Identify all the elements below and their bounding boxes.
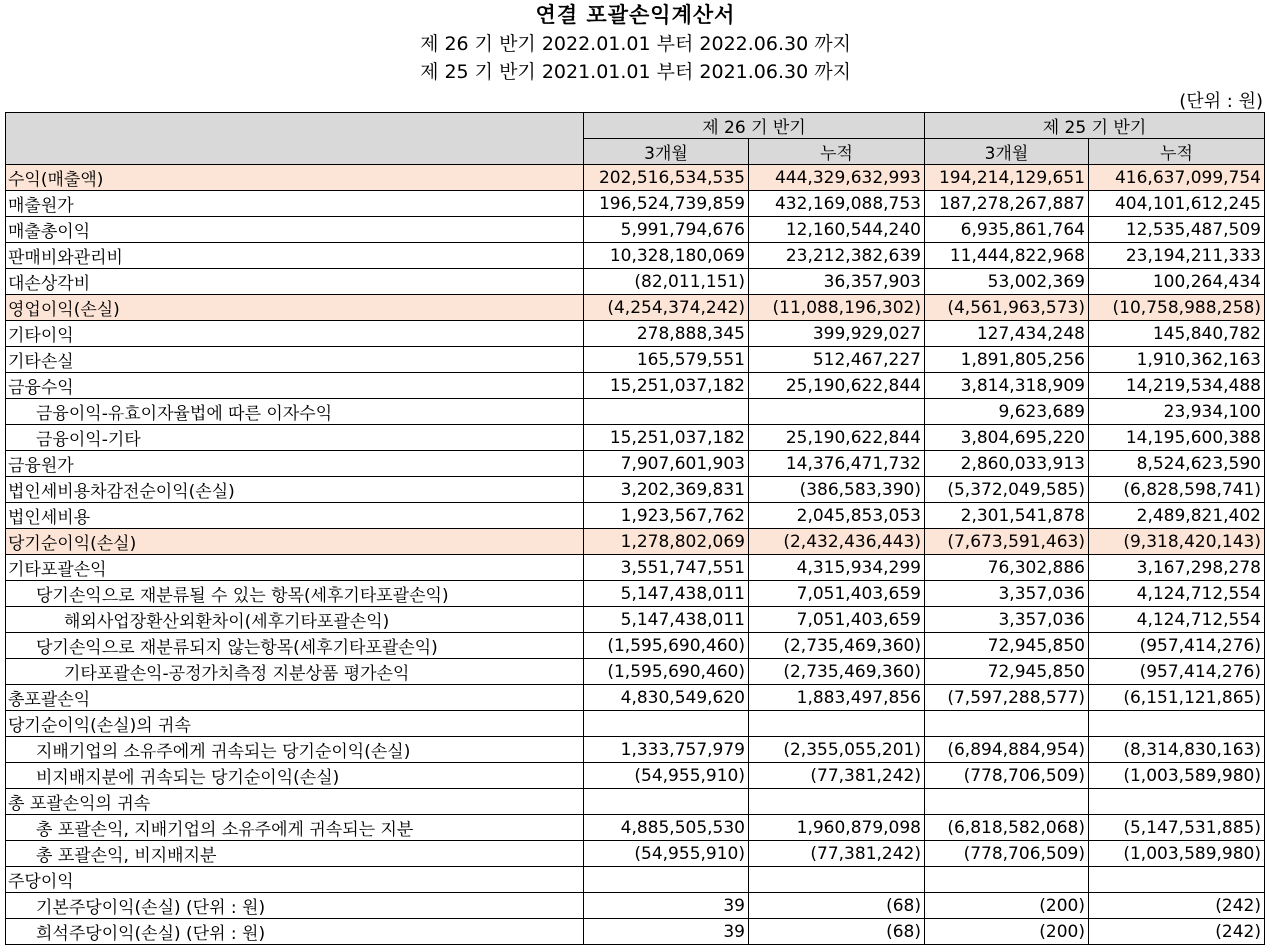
table-row: [6, 373, 1265, 399]
value-26-cumulative: (77,381,242): [749, 763, 925, 789]
row-label: 희석주당이익(손실) (단위 : 원): [6, 919, 584, 945]
value-25-cumulative: (1,003,589,980): [1089, 841, 1265, 867]
value-25-cumulative: (10,758,988,258): [1089, 295, 1265, 321]
value-26-quarter: (1,595,690,460): [584, 659, 749, 685]
value-25-quarter: 11,444,822,968: [925, 243, 1089, 269]
value-25-cumulative: [1089, 867, 1265, 893]
value-25-quarter: 194,214,129,651: [925, 165, 1089, 191]
value-25-quarter: (7,673,591,463): [925, 529, 1089, 555]
value-26-cumulative: (2,735,469,360): [749, 659, 925, 685]
value-26-quarter: 1,923,567,762: [584, 503, 749, 529]
value-25-quarter: (7,597,288,577): [925, 685, 1089, 711]
value-26-quarter: 165,579,551: [584, 347, 749, 373]
value-26-cumulative: (68): [749, 893, 925, 919]
value-26-cumulative: [749, 711, 925, 737]
table-row: [6, 919, 1265, 945]
row-label: 당기순이익(손실): [6, 529, 584, 555]
value-26-quarter: 39: [584, 893, 749, 919]
value-26-quarter: (54,955,910): [584, 763, 749, 789]
value-25-cumulative: 4,124,712,554: [1089, 607, 1265, 633]
value-26-cumulative: 2,045,853,053: [749, 503, 925, 529]
header-26-cumulative: 누적: [749, 139, 925, 165]
value-25-cumulative: 23,194,211,333: [1089, 243, 1265, 269]
table-row: [6, 893, 1265, 919]
value-25-quarter: (6,894,884,954): [925, 737, 1089, 763]
table-row: [6, 451, 1265, 477]
value-26-quarter: (82,011,151): [584, 269, 749, 295]
value-26-quarter: 39: [584, 919, 749, 945]
table-row: [6, 841, 1265, 867]
report-header: [0, 0, 1271, 86]
table-row: [6, 295, 1265, 321]
header-25-quarter: 3개월: [925, 139, 1089, 165]
row-label: 매출총이익: [6, 217, 584, 243]
table-row: [6, 763, 1265, 789]
value-25-cumulative: (9,318,420,143): [1089, 529, 1265, 555]
row-label: 당기순이익(손실)의 귀속: [6, 711, 584, 737]
value-25-quarter: 127,434,248: [925, 321, 1089, 347]
value-25-cumulative: (957,414,276): [1089, 633, 1265, 659]
value-25-cumulative: [1089, 789, 1265, 815]
value-25-quarter: 3,814,318,909: [925, 373, 1089, 399]
value-26-cumulative: 14,376,471,732: [749, 451, 925, 477]
current-period: 제 26 기 반기 2022.01.01 부터 2022.06.30 까지: [420, 33, 851, 55]
value-25-quarter: [925, 867, 1089, 893]
table-row: [6, 581, 1265, 607]
row-label: 주당이익: [6, 867, 584, 893]
value-26-cumulative: 23,212,382,639: [749, 243, 925, 269]
value-26-cumulative: (2,735,469,360): [749, 633, 925, 659]
value-26-quarter: 278,888,345: [584, 321, 749, 347]
row-label: 금융이익-기타: [6, 425, 584, 451]
row-label: 대손상각비: [6, 269, 584, 295]
value-25-cumulative: 145,840,782: [1089, 321, 1265, 347]
value-26-quarter: 15,251,037,182: [584, 373, 749, 399]
value-25-cumulative: 3,167,298,278: [1089, 555, 1265, 581]
header-blank-cell: [6, 113, 584, 165]
value-25-quarter: (200): [925, 919, 1089, 945]
table-row: [6, 555, 1265, 581]
value-25-cumulative: 404,101,612,245: [1089, 191, 1265, 217]
value-26-quarter: [584, 399, 749, 425]
value-26-cumulative: 12,160,544,240: [749, 217, 925, 243]
value-26-quarter: 5,147,438,011: [584, 581, 749, 607]
value-25-quarter: 53,002,369: [925, 269, 1089, 295]
value-26-quarter: 1,278,802,069: [584, 529, 749, 555]
value-25-quarter: 72,945,850: [925, 633, 1089, 659]
value-26-cumulative: 7,051,403,659: [749, 607, 925, 633]
table-row: [6, 425, 1265, 451]
table-row: [6, 815, 1265, 841]
value-25-quarter: 9,623,689: [925, 399, 1089, 425]
value-26-cumulative: 25,190,622,844: [749, 373, 925, 399]
row-label: 기타이익: [6, 321, 584, 347]
value-26-quarter: 4,830,549,620: [584, 685, 749, 711]
value-25-quarter: 2,860,033,913: [925, 451, 1089, 477]
table-row: [6, 321, 1265, 347]
header-period-26: 제 26 기 반기: [584, 113, 925, 139]
row-label: 총 포괄손익, 비지배지분: [6, 841, 584, 867]
value-25-cumulative: 23,934,100: [1089, 399, 1265, 425]
value-26-cumulative: 7,051,403,659: [749, 581, 925, 607]
value-26-cumulative: (77,381,242): [749, 841, 925, 867]
row-label: 총 포괄손익, 지배기업의 소유주에게 귀속되는 지분: [6, 815, 584, 841]
value-26-quarter: 15,251,037,182: [584, 425, 749, 451]
table-row: [6, 217, 1265, 243]
value-26-quarter: 5,147,438,011: [584, 607, 749, 633]
header-row-periods: [6, 113, 1265, 139]
value-25-cumulative: 12,535,487,509: [1089, 217, 1265, 243]
value-26-quarter: [584, 711, 749, 737]
table-row: [6, 711, 1265, 737]
value-26-quarter: 10,328,180,069: [584, 243, 749, 269]
table-row: [6, 633, 1265, 659]
row-label: 법인세비용: [6, 503, 584, 529]
table-row: [6, 607, 1265, 633]
value-26-cumulative: 36,357,903: [749, 269, 925, 295]
table-row: [6, 165, 1265, 191]
unit-label: (단위 : 원): [1179, 91, 1263, 112]
value-25-quarter: 76,302,886: [925, 555, 1089, 581]
value-25-quarter: (778,706,509): [925, 763, 1089, 789]
value-25-quarter: 3,357,036: [925, 581, 1089, 607]
table-row: [6, 399, 1265, 425]
row-label: 총포괄손익: [6, 685, 584, 711]
value-26-cumulative: 399,929,027: [749, 321, 925, 347]
value-25-cumulative: 416,637,099,754: [1089, 165, 1265, 191]
value-25-quarter: [925, 789, 1089, 815]
table-row: [6, 191, 1265, 217]
value-26-cumulative: [749, 867, 925, 893]
prior-period: 제 25 기 반기 2021.01.01 부터 2021.06.30 까지: [420, 61, 851, 83]
value-25-quarter: (6,818,582,068): [925, 815, 1089, 841]
value-26-quarter: [584, 789, 749, 815]
value-26-cumulative: 1,960,879,098: [749, 815, 925, 841]
table-row: [6, 529, 1265, 555]
value-26-quarter: (54,955,910): [584, 841, 749, 867]
row-label: 해외사업장환산외환차이(세후기타포괄손익): [6, 607, 584, 633]
table-row: [6, 243, 1265, 269]
value-25-quarter: 3,804,695,220: [925, 425, 1089, 451]
row-label: 당기손익으로 재분류되지 않는항목(세후기타포괄손익): [6, 633, 584, 659]
row-label: 당기손익으로 재분류될 수 있는 항목(세후기타포괄손익): [6, 581, 584, 607]
header-25-cumulative: 누적: [1089, 139, 1265, 165]
value-26-quarter: 196,524,739,859: [584, 191, 749, 217]
table-row: [6, 867, 1265, 893]
value-25-cumulative: 4,124,712,554: [1089, 581, 1265, 607]
value-25-quarter: 72,945,850: [925, 659, 1089, 685]
value-25-cumulative: 8,524,623,590: [1089, 451, 1265, 477]
table-row: [6, 737, 1265, 763]
row-label: 금융원가: [6, 451, 584, 477]
row-label: 기타손실: [6, 347, 584, 373]
row-label: 기타포괄손익: [6, 555, 584, 581]
table-row: [6, 659, 1265, 685]
value-25-cumulative: (1,003,589,980): [1089, 763, 1265, 789]
value-25-cumulative: 100,264,434: [1089, 269, 1265, 295]
value-26-cumulative: [749, 789, 925, 815]
value-25-quarter: 1,891,805,256: [925, 347, 1089, 373]
value-26-quarter: 7,907,601,903: [584, 451, 749, 477]
value-25-quarter: 2,301,541,878: [925, 503, 1089, 529]
value-26-quarter: 3,551,747,551: [584, 555, 749, 581]
value-25-cumulative: 2,489,821,402: [1089, 503, 1265, 529]
value-25-cumulative: (957,414,276): [1089, 659, 1265, 685]
value-26-cumulative: (2,355,055,201): [749, 737, 925, 763]
value-26-cumulative: [749, 399, 925, 425]
value-26-quarter: [584, 867, 749, 893]
table-row: [6, 269, 1265, 295]
row-label: 수익(매출액): [6, 165, 584, 191]
value-26-cumulative: 25,190,622,844: [749, 425, 925, 451]
value-25-quarter: 3,357,036: [925, 607, 1089, 633]
value-26-cumulative: 444,329,632,993: [749, 165, 925, 191]
row-label: 매출원가: [6, 191, 584, 217]
row-label: 지배기업의 소유주에게 귀속되는 당기순이익(손실): [6, 737, 584, 763]
report-title: 연결 포괄손익계산서: [535, 3, 736, 27]
row-label: 총 포괄손익의 귀속: [6, 789, 584, 815]
header-26-quarter: 3개월: [584, 139, 749, 165]
value-25-cumulative: (242): [1089, 893, 1265, 919]
value-25-cumulative: 14,195,600,388: [1089, 425, 1265, 451]
value-26-cumulative: (2,432,436,443): [749, 529, 925, 555]
value-26-quarter: 4,885,505,530: [584, 815, 749, 841]
value-25-cumulative: (5,147,531,885): [1089, 815, 1265, 841]
value-26-quarter: 5,991,794,676: [584, 217, 749, 243]
value-25-quarter: (5,372,049,585): [925, 477, 1089, 503]
table-row: [6, 503, 1265, 529]
value-26-cumulative: (68): [749, 919, 925, 945]
value-25-cumulative: (6,151,121,865): [1089, 685, 1265, 711]
value-25-quarter: 187,278,267,887: [925, 191, 1089, 217]
value-26-cumulative: 1,883,497,856: [749, 685, 925, 711]
row-label: 금융이익-유효이자율법에 따른 이자수익: [6, 399, 584, 425]
value-25-quarter: 6,935,861,764: [925, 217, 1089, 243]
value-25-cumulative: (8,314,830,163): [1089, 737, 1265, 763]
value-26-quarter: (4,254,374,242): [584, 295, 749, 321]
value-26-cumulative: 512,467,227: [749, 347, 925, 373]
value-25-quarter: (778,706,509): [925, 841, 1089, 867]
row-label: 금융수익: [6, 373, 584, 399]
table-row: [6, 789, 1265, 815]
table-row: [6, 477, 1265, 503]
value-25-cumulative: 14,219,534,488: [1089, 373, 1265, 399]
row-label: 기본주당이익(손실) (단위 : 원): [6, 893, 584, 919]
row-label: 판매비와관리비: [6, 243, 584, 269]
value-25-cumulative: 1,910,362,163: [1089, 347, 1265, 373]
row-label: 법인세비용차감전순이익(손실): [6, 477, 584, 503]
value-25-quarter: (200): [925, 893, 1089, 919]
value-26-quarter: 1,333,757,979: [584, 737, 749, 763]
row-label: 영업이익(손실): [6, 295, 584, 321]
value-26-quarter: 3,202,369,831: [584, 477, 749, 503]
header-period-25: 제 25 기 반기: [925, 113, 1265, 139]
table-body: [6, 165, 1265, 945]
row-label: 비지배지분에 귀속되는 당기순이익(손실): [6, 763, 584, 789]
value-26-quarter: (1,595,690,460): [584, 633, 749, 659]
row-label: 기타포괄손익-공정가치측정 지분상품 평가손익: [6, 659, 584, 685]
value-26-cumulative: (11,088,196,302): [749, 295, 925, 321]
value-25-cumulative: [1089, 711, 1265, 737]
value-25-quarter: [925, 711, 1089, 737]
value-25-cumulative: (6,828,598,741): [1089, 477, 1265, 503]
table-row: [6, 347, 1265, 373]
value-26-quarter: 202,516,534,535: [584, 165, 749, 191]
value-25-cumulative: (242): [1089, 919, 1265, 945]
value-26-cumulative: (386,583,390): [749, 477, 925, 503]
table-row: [6, 685, 1265, 711]
income-statement-table: [5, 112, 1265, 945]
value-25-quarter: (4,561,963,573): [925, 295, 1089, 321]
value-26-cumulative: 432,169,088,753: [749, 191, 925, 217]
value-26-cumulative: 4,315,934,299: [749, 555, 925, 581]
